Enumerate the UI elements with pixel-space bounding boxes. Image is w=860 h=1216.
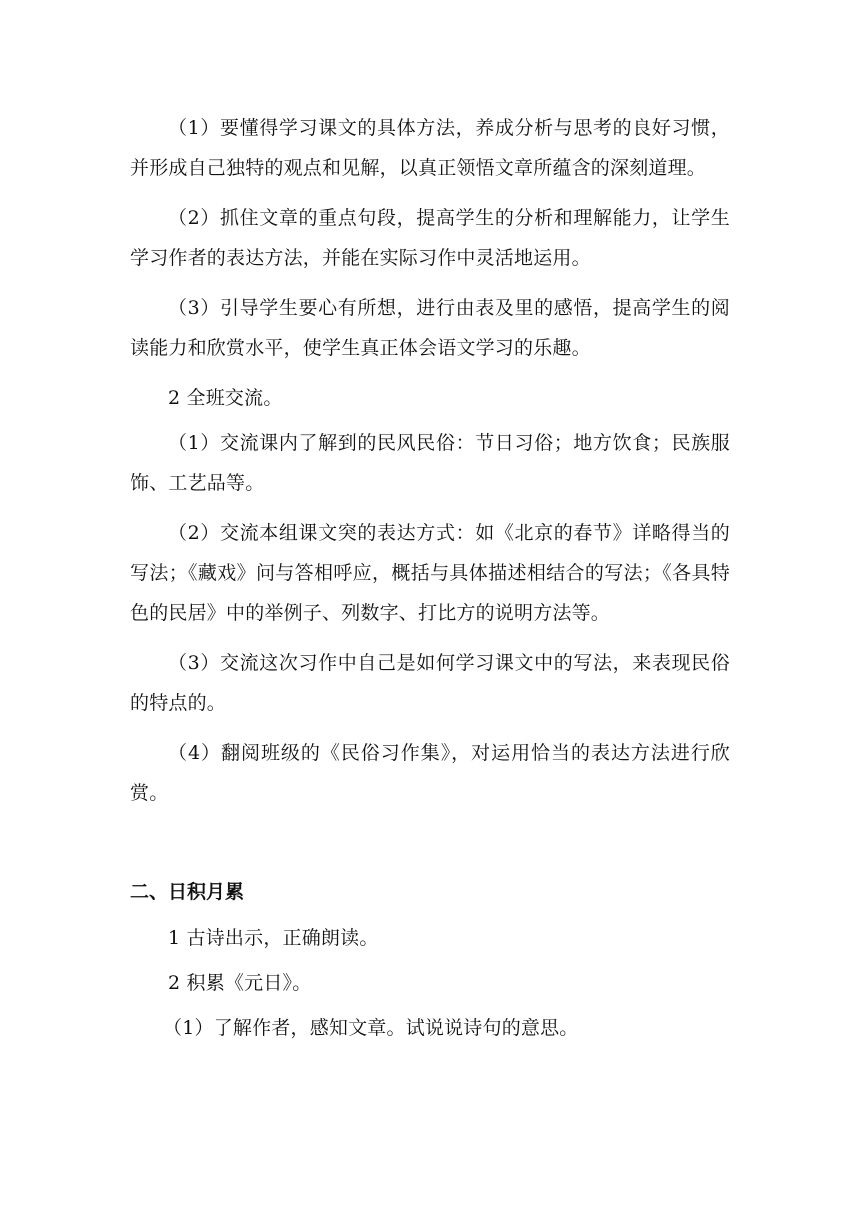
paragraph-expression-methods: （2）交流本组课文突的表达方式：如《北京的春节》详略得当的写法；《藏戏》问与答相呼应，概括与具体描述相结合的写法；《各具特色的民居》中的举例子、列数字、打比方的说明方法等。: [130, 522, 730, 624]
section-heading-accumulation: 二、日积月累: [130, 881, 245, 903]
paragraph-learning-method: （1）要懂得学习课文的具体方法，养成分析与思考的良好习惯，并形成自己独特的观点和见解，以真正领悟文章所蕴含的深刻道理。: [130, 117, 730, 179]
paragraph-writing-practice: （3）交流这次习作中自己是如何学习课文中的写法，来表现民俗的特点的。: [130, 652, 730, 714]
paragraph-poem-reading: 1 古诗出示，正确朗读。: [168, 927, 379, 949]
paragraph-class-exchange: 2 全班交流。: [168, 387, 283, 409]
paragraph-guide-students: （3）引导学生要心有所想，进行由表及里的感悟，提高学生的阅读能力和欣赏水平，使学生真正体会语文学习的乐趣。: [130, 297, 730, 359]
paragraph-understand-author: （1）了解作者，感知文章。试说说诗句的意思。: [163, 1017, 579, 1039]
paragraph-accumulate-yuanri: 2 积累《元日》。: [168, 972, 312, 994]
paragraph-essay-collection: （4）翻阅班级的《民俗习作集》，对运用恰当的表达方法进行欣赏。: [130, 742, 730, 804]
paragraph-key-sentences: （2）抓住文章的重点句段，提高学生的分析和理解能力，让学生学习作者的表达方法，并能在实际习作中灵活地运用。: [130, 207, 730, 269]
paragraph-folk-customs: （1）交流课内了解到的民风民俗：节日习俗；地方饮食；民族服饰、工艺品等。: [130, 432, 730, 494]
